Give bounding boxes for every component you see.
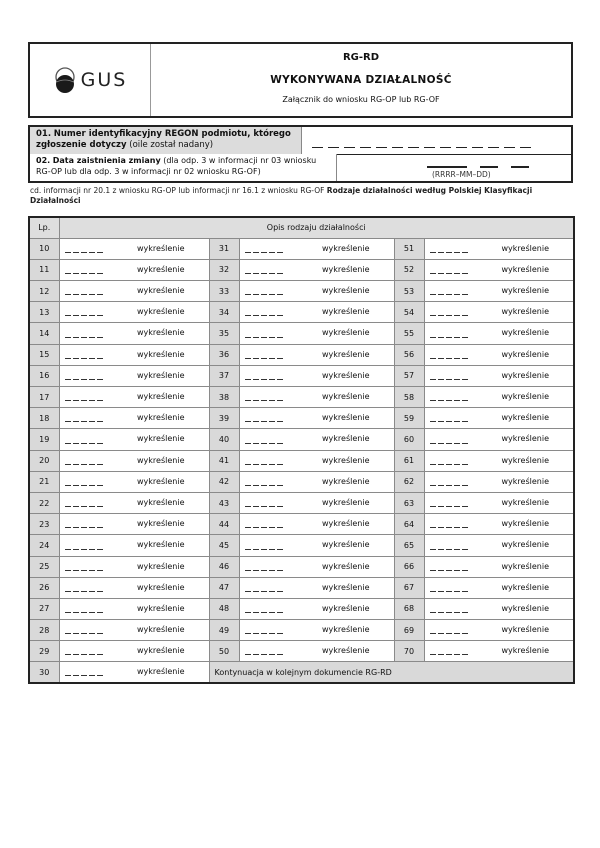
row-number: 69 <box>394 620 424 641</box>
strike-label: wykreślenie <box>322 561 370 571</box>
activity-code-field[interactable] <box>424 620 574 641</box>
strike-label: wykreślenie <box>137 264 185 274</box>
activity-code-field[interactable] <box>424 259 574 280</box>
row-number: 57 <box>394 365 424 386</box>
activity-code-field[interactable] <box>59 344 209 365</box>
row-number: 50 <box>209 641 239 662</box>
activity-code-field[interactable] <box>59 535 209 556</box>
row-number: 66 <box>394 556 424 577</box>
row-number: 34 <box>209 302 239 323</box>
strike-label: wykreślenie <box>137 646 185 656</box>
row-number: 35 <box>209 323 239 344</box>
gus-logo <box>53 66 128 94</box>
section-01-regon <box>28 125 573 155</box>
code-blank <box>245 485 284 486</box>
title-cell <box>151 44 571 116</box>
row-number: 52 <box>394 259 424 280</box>
code-blank <box>245 506 284 507</box>
activity-code-field[interactable] <box>59 281 209 302</box>
activity-code-field[interactable] <box>239 514 394 535</box>
code-blank <box>245 633 284 634</box>
row-number: 62 <box>394 471 424 492</box>
note-text-bold: Rodzaje działalności według Polskiej Klasyfikacji Działalności <box>30 186 533 205</box>
code-blank <box>245 549 284 550</box>
row-number: 12 <box>29 281 59 302</box>
table-row <box>29 598 574 619</box>
activity-code-field[interactable] <box>424 429 574 450</box>
activity-code-field[interactable] <box>424 492 574 513</box>
row-number: 36 <box>209 344 239 365</box>
strike-label: wykreślenie <box>322 646 370 656</box>
row-number: 56 <box>394 344 424 365</box>
strike-label: wykreślenie <box>501 561 549 571</box>
row-number: 22 <box>29 492 59 513</box>
code-blank <box>430 654 469 655</box>
gus-globe-icon <box>53 66 79 94</box>
row-number: 45 <box>209 535 239 556</box>
strike-label: wykreślenie <box>322 243 370 253</box>
row-number: 32 <box>209 259 239 280</box>
code-blank <box>65 421 104 422</box>
activity-code-field[interactable] <box>239 408 394 429</box>
code-blank <box>65 315 104 316</box>
activity-code-field[interactable] <box>239 429 394 450</box>
code-blank <box>245 358 284 359</box>
row-number: 49 <box>209 620 239 641</box>
code-blank <box>245 337 284 338</box>
activity-code-field[interactable] <box>424 471 574 492</box>
code-blank <box>430 570 469 571</box>
row-number: 46 <box>209 556 239 577</box>
code-blank <box>65 485 104 486</box>
strike-label: wykreślenie <box>501 243 549 253</box>
row-number: 47 <box>209 577 239 598</box>
code-blank <box>430 421 469 422</box>
activity-code-field[interactable] <box>424 641 574 662</box>
code-blank <box>245 421 284 422</box>
strike-label: wykreślenie <box>137 349 185 359</box>
row-number: 53 <box>394 281 424 302</box>
code-blank <box>245 654 284 655</box>
strike-label: wykreślenie <box>137 328 185 338</box>
strike-label: wykreślenie <box>322 476 370 486</box>
table-row <box>29 281 574 302</box>
section-02-label-normal: (dla odp. 3 w informacji nr 03 wniosku RG-OP lub dla odp. 3 w informacji nr 02 wniosku RG-OF) <box>36 156 317 176</box>
activity-code-field[interactable] <box>59 408 209 429</box>
code-blank <box>65 464 104 465</box>
activity-code-field[interactable] <box>424 577 574 598</box>
row-number: 28 <box>29 620 59 641</box>
activity-code-field[interactable] <box>59 471 209 492</box>
strike-label: wykreślenie <box>322 392 370 401</box>
table-row <box>29 556 574 577</box>
row-number: 42 <box>209 471 239 492</box>
row-number: 33 <box>209 281 239 302</box>
row-number: 25 <box>29 556 59 577</box>
row-number: 63 <box>394 492 424 513</box>
strike-label: wykreślenie <box>501 370 549 380</box>
strike-label: wykreślenie <box>501 392 549 401</box>
code-blank <box>430 506 469 507</box>
strike-label: wykreślenie <box>501 455 549 465</box>
activity-code-field[interactable] <box>239 556 394 577</box>
code-blank <box>65 633 104 634</box>
strike-label: wykreślenie <box>501 646 549 656</box>
regon-dash-boxes <box>312 147 531 149</box>
activity-table <box>28 216 575 684</box>
code-blank <box>65 549 104 550</box>
row-number: 14 <box>29 323 59 344</box>
strike-label: wykreślenie <box>137 603 185 613</box>
code-blank <box>245 315 284 316</box>
row-number: 40 <box>209 429 239 450</box>
row-number: 64 <box>394 514 424 535</box>
strike-label: wykreślenie <box>137 582 185 592</box>
row-number: 23 <box>29 514 59 535</box>
strike-label: wykreślenie <box>501 413 549 423</box>
strike-label: wykreślenie <box>322 349 370 359</box>
code-blank <box>430 294 469 295</box>
section-01-label-bold: Numer identyfikacyjny REGON podmiotu, którego zgłoszenie dotyczy <box>36 129 291 150</box>
strike-label: wykreślenie <box>501 519 549 529</box>
activity-code-field[interactable] <box>239 492 394 513</box>
column-header-lp: Lp. <box>29 217 59 238</box>
strike-label: wykreślenie <box>501 307 549 317</box>
code-blank <box>65 379 104 380</box>
table-header-row <box>29 217 574 238</box>
strike-label: wykreślenie <box>322 286 370 296</box>
code-blank <box>430 591 469 592</box>
code-blank <box>430 315 469 316</box>
code-blank <box>65 294 104 295</box>
code-blank <box>430 337 469 338</box>
section-02-label-bold: Data zaistnienia zmiany <box>52 156 161 165</box>
strike-label: wykreślenie <box>137 307 185 317</box>
code-blank <box>430 485 469 486</box>
row-number: 68 <box>394 598 424 619</box>
table-row <box>29 238 574 259</box>
section-01-label-normal: (oile został nadany) <box>126 139 214 150</box>
row-number: 55 <box>394 323 424 344</box>
strike-label: wykreślenie <box>501 349 549 359</box>
strike-label: wykreślenie <box>322 370 370 380</box>
code-blank <box>65 527 104 528</box>
row-number: 17 <box>29 387 59 408</box>
code-blank <box>65 675 104 676</box>
activity-code-field[interactable] <box>424 323 574 344</box>
row-number: 39 <box>209 408 239 429</box>
row-number: 29 <box>29 641 59 662</box>
row-number: 44 <box>209 514 239 535</box>
section-02-date <box>28 154 573 183</box>
date-format-hint: (RRRR–MM–DD) <box>432 170 491 179</box>
activity-code-field[interactable] <box>59 259 209 280</box>
code-blank <box>245 252 284 253</box>
row-number: 43 <box>209 492 239 513</box>
table-row <box>29 620 574 641</box>
section-02-number: 02. <box>36 156 51 165</box>
code-blank <box>430 464 469 465</box>
date-input[interactable] <box>337 154 571 181</box>
code-blank <box>245 612 284 613</box>
form-subtitle: Załącznik do wniosku RG-OP lub RG-OF <box>282 95 440 104</box>
table-row <box>29 450 574 471</box>
activity-code-field[interactable] <box>424 556 574 577</box>
continuation-note: Kontynuacja w kolejnym dokumencie RG-RD <box>209 662 574 683</box>
activity-code-field[interactable] <box>239 259 394 280</box>
table-row <box>29 259 574 280</box>
activity-code-field[interactable] <box>239 641 394 662</box>
regon-input[interactable] <box>302 127 571 154</box>
strike-label: wykreślenie <box>501 603 549 613</box>
note-text: cd. informacji nr 20.1 z wniosku RG-OP lub informacji nr 16.1 z wniosku RG-OF <box>30 186 327 195</box>
code-blank <box>65 273 104 274</box>
section-02-label <box>30 154 337 181</box>
strike-label: wykreślenie <box>501 582 549 592</box>
row-number: 27 <box>29 598 59 619</box>
strike-label: wykreślenie <box>137 392 185 401</box>
table-row <box>29 365 574 386</box>
section-note <box>30 186 575 206</box>
activity-code-field[interactable] <box>424 535 574 556</box>
code-blank <box>430 612 469 613</box>
activity-code-field[interactable] <box>424 514 574 535</box>
row-number: 26 <box>29 577 59 598</box>
row-number: 51 <box>394 238 424 259</box>
strike-label: wykreślenie <box>501 476 549 486</box>
row-number: 54 <box>394 302 424 323</box>
activity-code-field[interactable] <box>424 302 574 323</box>
row-number: 21 <box>29 471 59 492</box>
strike-label: wykreślenie <box>137 243 185 253</box>
strike-label: wykreślenie <box>322 625 370 635</box>
row-number: 60 <box>394 429 424 450</box>
activity-code-field[interactable] <box>59 429 209 450</box>
activity-code-field[interactable] <box>59 620 209 641</box>
row-number: 13 <box>29 302 59 323</box>
activity-code-field[interactable] <box>59 492 209 513</box>
table-row-last <box>29 662 574 683</box>
row-number: 11 <box>29 259 59 280</box>
strike-label: wykreślenie <box>137 540 185 550</box>
code-blank <box>430 400 469 401</box>
table-row <box>29 302 574 323</box>
row-number: 15 <box>29 344 59 365</box>
table-row <box>29 323 574 344</box>
activity-code-field[interactable] <box>59 514 209 535</box>
strike-label: wykreślenie <box>501 286 549 296</box>
strike-label: wykreślenie <box>137 286 185 296</box>
activity-code-field[interactable] <box>59 450 209 471</box>
activity-code-field[interactable] <box>59 598 209 619</box>
activity-code-field[interactable] <box>59 365 209 386</box>
code-blank <box>245 527 284 528</box>
activity-code-field[interactable] <box>424 344 574 365</box>
code-blank <box>430 358 469 359</box>
row-number: 10 <box>29 238 59 259</box>
activity-code-field[interactable] <box>424 450 574 471</box>
activity-code-field[interactable] <box>424 365 574 386</box>
section-01-label <box>30 127 302 154</box>
strike-label: wykreślenie <box>137 625 185 635</box>
table-row <box>29 387 574 408</box>
date-dash-boxes <box>427 166 529 168</box>
code-blank <box>245 443 284 444</box>
code-blank <box>65 443 104 444</box>
code-blank <box>245 464 284 465</box>
code-blank <box>65 400 104 401</box>
activity-code-field[interactable] <box>239 450 394 471</box>
strike-label: wykreślenie <box>137 434 185 444</box>
strike-label: wykreślenie <box>137 667 185 677</box>
strike-label: wykreślenie <box>137 519 185 529</box>
activity-code-field[interactable] <box>59 641 209 662</box>
activity-code-field[interactable] <box>239 577 394 598</box>
strike-label: wykreślenie <box>322 264 370 274</box>
strike-label: wykreślenie <box>137 455 185 465</box>
table-row <box>29 408 574 429</box>
strike-label: wykreślenie <box>322 582 370 592</box>
code-blank <box>65 570 104 571</box>
code-blank <box>430 633 469 634</box>
code-blank <box>65 337 104 338</box>
row-number: 41 <box>209 450 239 471</box>
strike-label: wykreślenie <box>137 497 185 507</box>
logo-cell <box>30 44 151 116</box>
table-row <box>29 492 574 513</box>
row-number: 48 <box>209 598 239 619</box>
strike-label: wykreślenie <box>322 413 370 423</box>
activity-code-field[interactable] <box>239 281 394 302</box>
activity-code-field[interactable] <box>59 662 209 683</box>
strike-label: wykreślenie <box>137 413 185 423</box>
strike-label: wykreślenie <box>322 434 370 444</box>
code-blank <box>65 612 104 613</box>
activity-code-field[interactable] <box>59 556 209 577</box>
table-row <box>29 344 574 365</box>
form-header <box>28 42 573 118</box>
activity-code-field[interactable] <box>424 387 574 408</box>
activity-code-field[interactable] <box>424 281 574 302</box>
code-blank <box>65 591 104 592</box>
row-number: 37 <box>209 365 239 386</box>
code-blank <box>430 379 469 380</box>
activity-code-field[interactable] <box>239 238 394 259</box>
row-number: 16 <box>29 365 59 386</box>
activity-code-field[interactable] <box>239 323 394 344</box>
code-blank <box>245 379 284 380</box>
row-number: 61 <box>394 450 424 471</box>
activity-code-field[interactable] <box>59 323 209 344</box>
table-row <box>29 514 574 535</box>
row-number: 20 <box>29 450 59 471</box>
code-blank <box>245 570 284 571</box>
code-blank <box>65 358 104 359</box>
logo-text: GUS <box>80 69 128 91</box>
form-code: RG-RD <box>342 52 380 63</box>
activity-code-field[interactable] <box>59 238 209 259</box>
activity-code-field[interactable] <box>59 577 209 598</box>
activity-code-field[interactable] <box>239 620 394 641</box>
code-blank <box>430 252 469 253</box>
row-number: 38 <box>209 387 239 408</box>
strike-label: wykreślenie <box>322 455 370 465</box>
code-blank <box>65 252 104 253</box>
row-number: 65 <box>394 535 424 556</box>
strike-label: wykreślenie <box>137 561 185 571</box>
code-blank <box>65 506 104 507</box>
row-number: 31 <box>209 238 239 259</box>
activity-code-field[interactable] <box>424 598 574 619</box>
table-row <box>29 641 574 662</box>
strike-label: wykreślenie <box>322 497 370 507</box>
code-blank <box>245 400 284 401</box>
code-blank <box>430 273 469 274</box>
strike-label: wykreślenie <box>501 497 549 507</box>
form-title: WYKONYWANA DZIAŁALNOŚĆ <box>270 74 452 86</box>
activity-code-field[interactable] <box>239 387 394 408</box>
row-number: 30 <box>29 662 59 683</box>
row-number: 67 <box>394 577 424 598</box>
activity-code-field[interactable] <box>239 535 394 556</box>
code-blank <box>430 549 469 550</box>
activity-code-field[interactable] <box>239 344 394 365</box>
table-row <box>29 429 574 450</box>
activity-code-field[interactable] <box>59 302 209 323</box>
strike-label: wykreślenie <box>322 540 370 550</box>
strike-label: wykreślenie <box>322 328 370 338</box>
strike-label: wykreślenie <box>137 476 185 486</box>
strike-label: wykreślenie <box>501 264 549 274</box>
activity-code-field[interactable] <box>239 471 394 492</box>
strike-label: wykreślenie <box>501 625 549 635</box>
code-blank <box>245 273 284 274</box>
row-number: 59 <box>394 408 424 429</box>
activity-code-field[interactable] <box>59 387 209 408</box>
activity-code-field[interactable] <box>239 598 394 619</box>
table-row <box>29 471 574 492</box>
row-number: 58 <box>394 387 424 408</box>
code-blank <box>430 527 469 528</box>
table-row <box>29 577 574 598</box>
table-row <box>29 535 574 556</box>
strike-label: wykreślenie <box>322 603 370 613</box>
activity-code-field[interactable] <box>239 302 394 323</box>
strike-label: wykreślenie <box>501 328 549 338</box>
row-number: 18 <box>29 408 59 429</box>
section-01-number: 01. <box>36 129 52 139</box>
activity-code-field[interactable] <box>239 365 394 386</box>
code-blank <box>430 443 469 444</box>
strike-label: wykreślenie <box>322 519 370 529</box>
row-number: 70 <box>394 641 424 662</box>
strike-label: wykreślenie <box>501 540 549 550</box>
code-blank <box>65 654 104 655</box>
activity-code-field[interactable] <box>424 408 574 429</box>
row-number: 24 <box>29 535 59 556</box>
column-header-description: Opis rodzaju działalności <box>59 217 574 238</box>
strike-label: wykreślenie <box>322 307 370 317</box>
strike-label: wykreślenie <box>501 434 549 444</box>
strike-label: wykreślenie <box>137 370 185 380</box>
activity-code-field[interactable] <box>424 238 574 259</box>
row-number: 19 <box>29 429 59 450</box>
code-blank <box>245 591 284 592</box>
code-blank <box>245 294 284 295</box>
